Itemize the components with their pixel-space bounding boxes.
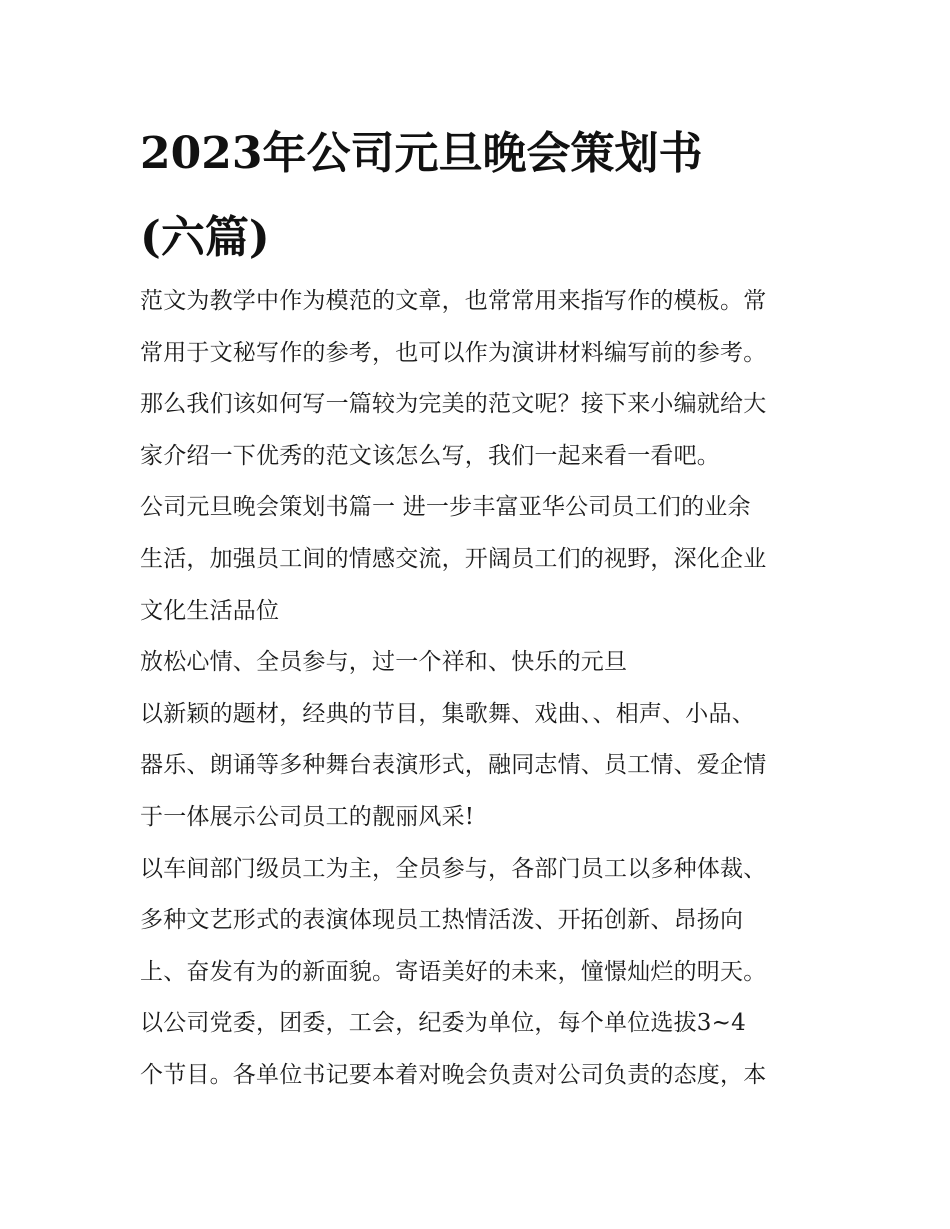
document-title [140,112,820,280]
body-line: 公司元旦晚会策划书篇一 进一步丰富亚华公司员工们的业余 [140,494,751,521]
body-line: 以公司党委，团委，工会，纪委为单位，每个单位选拔3~4 [140,1010,746,1037]
body-line: 上、奋发有为的新面貌。寄语美好的未来，憧憬灿烂的明天。 [140,958,767,985]
body-line: 常用于文秘写作的参考，也可以作为演讲材料编写前的参考。 [140,339,767,366]
body-line: 以新颖的题材，经典的节目，集歌舞、戏曲、、相声、小品、 [140,700,755,727]
body-line: 生活，加强员工间的情感交流，开阔员工们的视野，深化企业 [140,545,767,572]
body-line: 多种文艺形式的表演体现员工热情活泼、开拓创新、昂扬向 [140,907,744,934]
body-line: 以车间部门级员工为主，全员参与，各部门员工以多种体裁、 [140,855,767,882]
body-line: 放松心情、全员参与，过一个祥和、快乐的元旦 [140,649,628,676]
body-line: 器乐、朗诵等多种舞台表演形式，融同志情、员工情、爱企情 [140,752,767,779]
body-line: 于一体展示公司员工的靓丽风采! [140,803,475,830]
title-line-2: (六篇) [140,212,270,263]
body-line: 家介绍一下优秀的范文该怎么写，我们一起来看一看吧。 [140,442,720,469]
body-line: 那么我们该如何写一篇较为完美的范文呢？接下来小编就给大 [140,391,767,418]
body-line: 文化生活品位 [140,597,280,624]
body-line: 范文为教学中作为模范的文章，也常常用来指写作的模板。常 [140,288,767,314]
body-line: 个节目。各单位书记要本着对晚会负责对公司负责的态度，本 [140,1061,767,1088]
title-line-1: 2023年公司元旦晚会策划书 [140,128,703,179]
document-body [140,276,830,1102]
